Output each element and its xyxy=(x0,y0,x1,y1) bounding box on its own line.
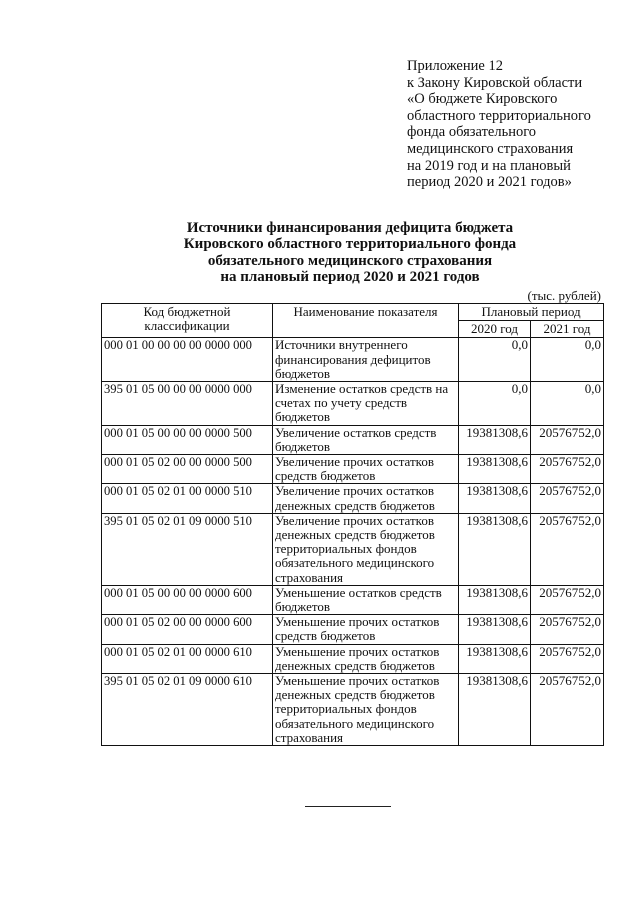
value-2021: 20576752,0 xyxy=(531,644,604,673)
header-year-2021: 2021 год xyxy=(531,321,604,338)
budget-code: 395 01 05 02 01 09 0000 610 xyxy=(102,674,273,746)
budget-code: 000 01 05 00 00 00 0000 500 xyxy=(102,425,273,454)
value-2021: 20576752,0 xyxy=(531,484,604,513)
indicator-name: Увеличение остатков средств бюджетов xyxy=(273,425,459,454)
indicator-name: Увеличение прочих остатков денежных средств бюджетов xyxy=(273,484,459,513)
appendix-line: период 2020 и 2021 годов» xyxy=(407,174,572,191)
indicator-name: Увеличение прочих остатков денежных средств бюджетов территориальных фондов обязательного медицинского страхования xyxy=(273,513,459,585)
document-title xyxy=(100,220,600,286)
table-row xyxy=(102,425,604,454)
budget-code: 000 01 00 00 00 00 0000 000 xyxy=(102,338,273,382)
table-row xyxy=(102,644,604,673)
table-row xyxy=(102,615,604,644)
appendix-note xyxy=(407,58,632,191)
value-2020: 0,0 xyxy=(459,338,531,382)
indicator-name: Уменьшение прочих остатков денежных средств бюджетов xyxy=(273,644,459,673)
title-line: Кировского областного территориального фонда xyxy=(183,236,517,253)
value-2021: 0,0 xyxy=(531,338,604,382)
table-row xyxy=(102,513,604,585)
table-row xyxy=(102,382,604,426)
value-2020: 19381308,6 xyxy=(459,513,531,585)
appendix-line: на 2019 год и на плановый xyxy=(407,157,571,174)
budget-code: 000 01 05 02 00 00 0000 500 xyxy=(102,455,273,484)
budget-code: 395 01 05 00 00 00 0000 000 xyxy=(102,382,273,426)
value-2021: 20576752,0 xyxy=(531,615,604,644)
title-line: Источники финансирования дефицита бюджета xyxy=(186,220,514,236)
financing-sources-table xyxy=(101,303,604,746)
value-2020: 19381308,6 xyxy=(459,455,531,484)
table-row xyxy=(102,484,604,513)
budget-code: 000 01 05 02 01 00 0000 610 xyxy=(102,644,273,673)
footer-divider xyxy=(305,806,391,807)
table-row xyxy=(102,338,604,382)
table-row xyxy=(102,585,604,614)
value-2020: 0,0 xyxy=(459,382,531,426)
value-2021: 0,0 xyxy=(531,382,604,426)
indicator-name: Изменение остатков средств на счетах по учету средств бюджетов xyxy=(273,382,459,426)
budget-code: 000 01 05 02 00 00 0000 600 xyxy=(102,615,273,644)
value-2020: 19381308,6 xyxy=(459,585,531,614)
header-code: Код бюджетной классификации xyxy=(102,304,273,338)
value-2020: 19381308,6 xyxy=(459,644,531,673)
appendix-line: фонда обязательного xyxy=(407,124,537,141)
value-2021: 20576752,0 xyxy=(531,513,604,585)
header-period: Плановый период xyxy=(459,304,604,321)
table-row xyxy=(102,674,604,746)
header-name: Наименование показателя xyxy=(273,304,459,338)
indicator-name: Уменьшение прочих остатков денежных средств бюджетов территориальных фондов обязательного медицинского страхования xyxy=(273,674,459,746)
value-2021: 20576752,0 xyxy=(531,585,604,614)
appendix-line: к Закону Кировской области xyxy=(407,74,583,91)
budget-code: 000 01 05 02 01 00 0000 510 xyxy=(102,484,273,513)
indicator-name: Уменьшение остатков средств бюджетов xyxy=(273,585,459,614)
appendix-line: областного территориального xyxy=(407,107,591,124)
indicator-name: Источники внутреннего финансирования дефицитов бюджетов xyxy=(273,338,459,382)
appendix-line: «О бюджете Кировского xyxy=(407,91,558,108)
indicator-name: Увеличение прочих остатков средств бюджетов xyxy=(273,455,459,484)
indicator-name: Уменьшение прочих остатков средств бюджетов xyxy=(273,615,459,644)
title-line: обязательного медицинского страхования xyxy=(207,252,493,269)
table-row xyxy=(102,455,604,484)
appendix-line: Приложение 12 xyxy=(407,58,503,74)
budget-code: 395 01 05 02 01 09 0000 510 xyxy=(102,513,273,585)
value-2020: 19381308,6 xyxy=(459,484,531,513)
budget-code: 000 01 05 00 00 00 0000 600 xyxy=(102,585,273,614)
value-2020: 19381308,6 xyxy=(459,615,531,644)
value-2020: 19381308,6 xyxy=(459,674,531,746)
title-line: на плановый период 2020 и 2021 годов xyxy=(220,269,480,286)
header-year-2020: 2020 год xyxy=(459,321,531,338)
value-2021: 20576752,0 xyxy=(531,455,604,484)
appendix-line: медицинского страхования xyxy=(407,140,574,157)
value-2021: 20576752,0 xyxy=(531,425,604,454)
units-note: (тыс. рублей) xyxy=(527,288,601,303)
value-2020: 19381308,6 xyxy=(459,425,531,454)
value-2021: 20576752,0 xyxy=(531,674,604,746)
